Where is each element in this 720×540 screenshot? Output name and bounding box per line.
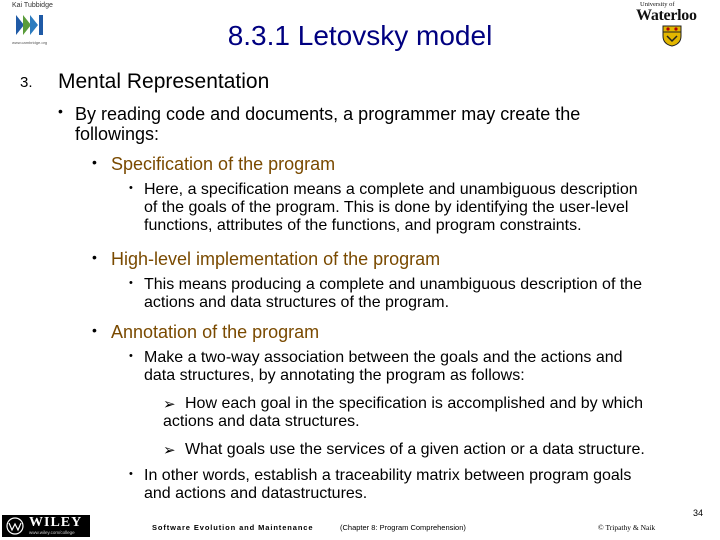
bullet-icon: •: [92, 249, 97, 265]
arrow-item-line: How each goal in the specification is accomplished and by which: [185, 395, 644, 412]
footer-chapter: (Chapter 8: Program Comprehension): [340, 523, 466, 532]
university-small-text: University of: [640, 1, 675, 8]
annot-description: [144, 349, 623, 385]
intro-line: By reading code and documents, a programmer may create the: [75, 104, 581, 124]
intro-text: [75, 104, 580, 144]
arrow-item-1: [163, 395, 644, 431]
other-line: and actions and datastructures.: [144, 485, 368, 502]
page-number: 34: [693, 508, 704, 518]
university-name: Waterloo: [636, 7, 697, 24]
spec-line: of the goals of the program. This is done by identifying the user-level: [144, 199, 629, 216]
arrow-bullet-icon: ➢: [163, 396, 176, 413]
bullet-icon: •: [58, 103, 63, 119]
spec-heading: Specification of the program: [111, 154, 336, 174]
wiley-wordmark: WILEY: [29, 515, 83, 530]
other-description: [144, 467, 631, 503]
bullet-icon: •: [92, 154, 97, 170]
annot-line: Make a two-way association between the goals and the actions and: [144, 349, 623, 366]
spec-description: [144, 181, 638, 235]
item-heading: Mental Representation: [58, 70, 270, 93]
bullet-icon: •: [129, 468, 133, 480]
spec-line: Here, a specification means a complete and unambiguous description: [144, 181, 638, 198]
other-line: In other words, establish a traceability matrix between program goals: [144, 467, 632, 484]
footer-course: Software Evolution and Maintenance: [152, 523, 314, 532]
impl-line: This means producing a complete and unambiguous description of the: [144, 276, 643, 293]
impl-line: actions and data structures of the program.: [144, 294, 450, 311]
wiley-emblem-icon: [6, 517, 24, 535]
logo-url: www.cambridge.org: [12, 40, 48, 45]
annot-heading: Annotation of the program: [111, 322, 320, 342]
wiley-logo: [2, 515, 90, 537]
annot-line: data structures, by annotating the program as follows:: [144, 367, 525, 384]
impl-description: [144, 276, 642, 312]
bullet-icon: •: [92, 322, 97, 338]
arrow-bullet-icon: ➢: [163, 442, 176, 459]
bullet-icon: •: [129, 182, 133, 194]
wiley-tagline: www.wiley.com/college: [29, 530, 75, 535]
spec-line: functions, attributes of the functions, and program constraints.: [144, 217, 582, 234]
intro-line: followings:: [75, 124, 160, 144]
slide-title: 8.3.1 Letovsky model: [227, 20, 493, 51]
bullet-icon: •: [129, 277, 133, 289]
impl-heading: High-level implementation of the program: [111, 249, 441, 269]
arrow-item-line: actions and data structures.: [163, 413, 360, 430]
logo-caption: Kai Tubbidge: [12, 2, 53, 9]
bullet-icon: •: [129, 350, 133, 362]
footer-copyright: © Tripathy & Naik: [598, 523, 656, 532]
item-number: 3.: [20, 74, 33, 91]
arrow-item-2: What goals use the services of a given action or a data structure.: [185, 441, 645, 458]
